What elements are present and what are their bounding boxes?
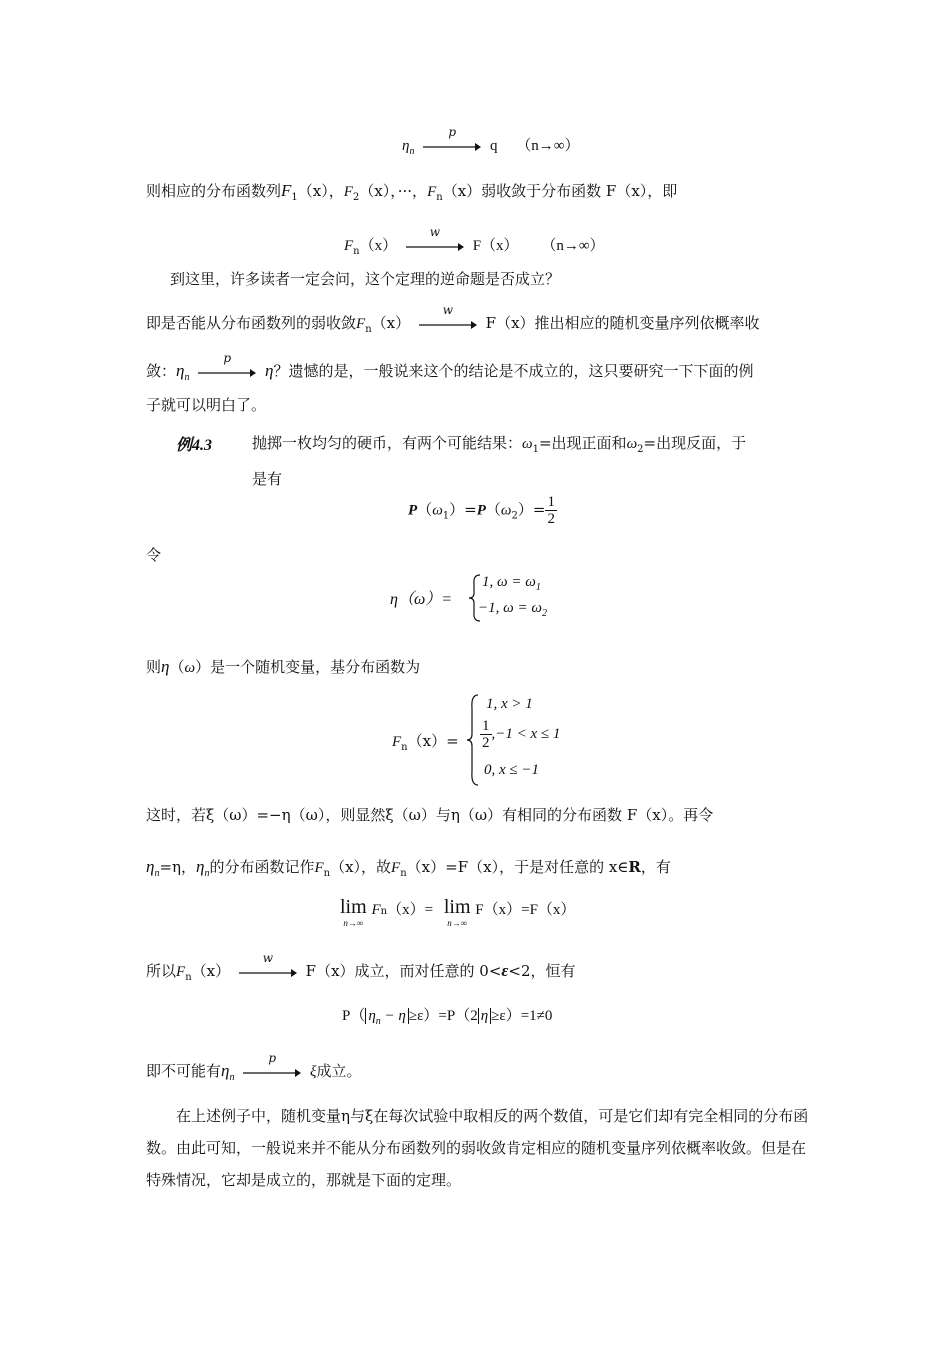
right-arrow-icon <box>239 969 297 977</box>
f-symbol: F <box>391 860 401 876</box>
text: ，有 <box>640 858 671 876</box>
p-symbol: P <box>408 502 418 519</box>
convergence-arrow <box>406 225 464 253</box>
subscript: n <box>154 868 160 879</box>
denominator: 2 <box>482 735 490 751</box>
text: =出现反面，于 <box>643 434 747 452</box>
eta-symbol: η <box>146 857 155 876</box>
formula-eta-piecewise <box>390 586 452 609</box>
eta-symbol: η <box>221 1061 230 1080</box>
fraction <box>545 494 557 527</box>
text: （x）= <box>407 732 459 750</box>
text: 则相应的分布函数列 <box>146 182 282 200</box>
subscript: n <box>401 742 408 753</box>
subscript: n <box>184 372 190 383</box>
subscript: 1 <box>532 444 539 455</box>
omega-symbol: ω <box>184 660 196 676</box>
omega-symbol: ω <box>522 436 533 452</box>
right-arrow-icon <box>198 369 256 377</box>
abs-value <box>365 1008 409 1027</box>
text: F（x）推出相应的随机变量序列依概率收 <box>485 314 760 332</box>
arrow-label: p <box>448 125 457 139</box>
eta-symbol: η <box>176 361 185 380</box>
right-arrow-icon <box>419 321 477 329</box>
convergence-arrow <box>423 125 481 153</box>
text: （x），···， <box>359 182 428 200</box>
subscript: n <box>204 868 210 879</box>
text: ≥ε）=1≠0 <box>491 1008 553 1024</box>
text: F（x）成立，而对任意的 0< <box>305 962 502 980</box>
text-line <box>146 180 677 203</box>
right-arrow-icon <box>243 1069 301 1077</box>
subscript: n <box>323 868 331 879</box>
case-text: 1, ω = ω <box>482 574 536 590</box>
convergence-arrow <box>419 303 477 331</box>
subscript: n <box>380 906 388 917</box>
question-line: 到这里，许多读者一定会问，这个定理的逆命题是否成立？ <box>170 270 561 288</box>
case-line <box>482 574 541 593</box>
f-symbol: F <box>343 184 353 200</box>
text-line <box>146 856 671 879</box>
case-line <box>480 718 560 751</box>
formula-fn-weak-convergence <box>344 225 605 257</box>
text: =出现正面和 <box>538 434 627 452</box>
text: （x），故 <box>330 858 392 876</box>
eta-symbol: η <box>402 138 410 154</box>
text: 抛掷一枚均匀的硬币，有两个可能结果： <box>252 434 523 452</box>
subscript: n <box>400 868 407 879</box>
arrow-label: w <box>442 303 454 317</box>
eta-symbol: η <box>161 657 170 676</box>
subscript: 1 <box>442 510 450 522</box>
text: 敛： <box>146 362 177 380</box>
subscript: n <box>375 1016 381 1027</box>
text-ling: 令 <box>146 546 162 564</box>
case-text: ,−1 < x ≤ 1 <box>491 725 561 742</box>
f-symbol: F <box>281 181 292 200</box>
limit-operator <box>340 896 367 928</box>
text-line <box>146 656 420 677</box>
case-line <box>478 600 547 619</box>
text: （ <box>485 500 501 519</box>
limit-operator <box>444 896 471 928</box>
f-symbol: F <box>427 184 437 200</box>
subscript: n <box>229 1072 235 1083</box>
arrow-label: p <box>268 1051 277 1065</box>
lim-sub: n→∞ <box>447 918 468 928</box>
arrow-label: w <box>262 951 274 965</box>
text: （ <box>417 500 433 519</box>
arrow-label: w <box>429 225 441 239</box>
brace-icon <box>466 694 480 786</box>
text: （x）弱收敛于分布函数 F（x），即 <box>442 182 678 200</box>
condition: （n→∞） <box>516 138 580 154</box>
text: =η， <box>159 858 196 876</box>
text: 所以 <box>146 962 177 980</box>
arrow-label: p <box>223 351 232 365</box>
text-line <box>146 351 754 383</box>
case-text: −1, ω = ω <box>478 600 542 616</box>
formula-probabilities <box>408 494 557 527</box>
text: <2，恒有 <box>508 962 576 980</box>
final-paragraph: 在上述例子中，随机变量η与ξ在每次试验中取相反的两个数值，可是它们却有完全相同的分布函数。由此可知，一般说来并不能从分布函数列的弱收敛肯定相应的随机变量序列依概率收敛。但是在特殊情况，它却是成立的，那就是下面的定理。 <box>146 1107 809 1189</box>
text: （x）， <box>297 182 344 200</box>
abs-value: η <box>478 1008 491 1024</box>
lim-text: lim <box>340 896 367 918</box>
f-symbol: F <box>176 964 186 980</box>
formula-probability <box>342 1004 552 1027</box>
convergence-arrow <box>239 951 297 979</box>
subscript: n <box>409 146 415 157</box>
omega-symbol: ω <box>626 436 638 452</box>
subscript: 1 <box>291 192 298 203</box>
subscript: n <box>185 972 192 983</box>
right-arrow-icon <box>423 143 481 151</box>
convergence-arrow <box>243 1051 301 1079</box>
text-line: 子就可以明白了。 <box>146 396 267 414</box>
subscript: 2 <box>637 444 644 455</box>
text: P（ <box>342 1008 366 1024</box>
formula-fn-piecewise-lhs <box>392 730 459 753</box>
text: ≥ε）=P（2 <box>408 1008 478 1024</box>
eta-symbol: η <box>265 361 274 380</box>
f-symbol: F <box>344 238 354 254</box>
subscript: n <box>436 192 443 203</box>
numerator: 1 <box>482 718 490 734</box>
text: − η <box>380 1008 406 1024</box>
lhs: η（ω）= <box>390 591 453 608</box>
numerator: 1 <box>547 494 555 510</box>
convergence-arrow <box>198 351 256 379</box>
text: ）是一个随机变量，基分布函数为 <box>195 658 421 676</box>
denominator: 2 <box>547 511 555 527</box>
example-label: 例4.3 <box>176 437 213 454</box>
text-line: 这时，若ξ（ω）=−η（ω），则显然ξ（ω）与η（ω）有相同的分布函数 F（x）。再令 <box>146 806 714 824</box>
f-symbol: F <box>392 734 402 750</box>
omega-symbol: ω <box>500 502 512 519</box>
text: ）= <box>449 500 477 519</box>
text: 则 <box>146 658 162 676</box>
xi-symbol: ξ <box>310 1064 317 1080</box>
subscript: 2 <box>511 510 518 522</box>
text: 的分布函数记作 <box>209 858 315 876</box>
text-line <box>146 1051 362 1083</box>
omega-symbol: ω <box>432 502 443 519</box>
f-symbol: F <box>314 860 324 876</box>
subscript: 1 <box>535 582 541 593</box>
formula-eta-n-converges-p <box>402 125 580 157</box>
text: （x）=F（x），于是对任意的 x∈ <box>406 858 629 876</box>
f-symbol: F <box>371 902 381 918</box>
eta-symbol: η <box>368 1008 376 1024</box>
example-text-cont: 是有 <box>252 470 283 488</box>
subscript: 2 <box>352 192 360 203</box>
text: （ <box>169 658 185 676</box>
target: F（x） <box>472 238 519 254</box>
eta-symbol: η <box>196 857 205 876</box>
formula-limit <box>340 896 575 928</box>
case-line: 1, x > 1 <box>486 696 533 712</box>
subscript: n <box>365 324 372 335</box>
case-line: 0, x ≤ −1 <box>484 762 540 778</box>
text: F（x）=F（x） <box>475 902 576 918</box>
fraction <box>480 718 492 751</box>
reals-symbol: R <box>628 858 641 876</box>
text: 成立。 <box>316 1062 362 1080</box>
example-heading <box>176 432 212 455</box>
text-line <box>146 303 760 335</box>
lim-text: lim <box>443 896 471 918</box>
text: 即是否能从分布函数列的弱收敛 <box>146 314 357 332</box>
right-arrow-icon <box>406 243 464 251</box>
target: q <box>490 138 498 154</box>
text: ）= <box>517 500 546 519</box>
lim-sub: n→∞ <box>343 918 364 928</box>
epsilon-symbol: ε <box>501 961 509 980</box>
p-symbol: P <box>476 502 486 519</box>
condition: （n→∞） <box>541 238 605 254</box>
text: （x） <box>359 238 398 254</box>
text: 即不可能有 <box>146 1062 222 1080</box>
text: （x）= <box>387 902 434 918</box>
f-symbol: F <box>356 316 366 332</box>
example-text <box>252 432 746 455</box>
subscript: 2 <box>541 608 547 619</box>
text: （x） <box>371 314 411 332</box>
text: ？遗憾的是，一般说来这个的结论是不成立的，这只要研究一下下面的例 <box>273 362 754 380</box>
text: （x） <box>191 962 231 980</box>
text-line <box>146 951 576 983</box>
subscript: n <box>353 246 360 257</box>
